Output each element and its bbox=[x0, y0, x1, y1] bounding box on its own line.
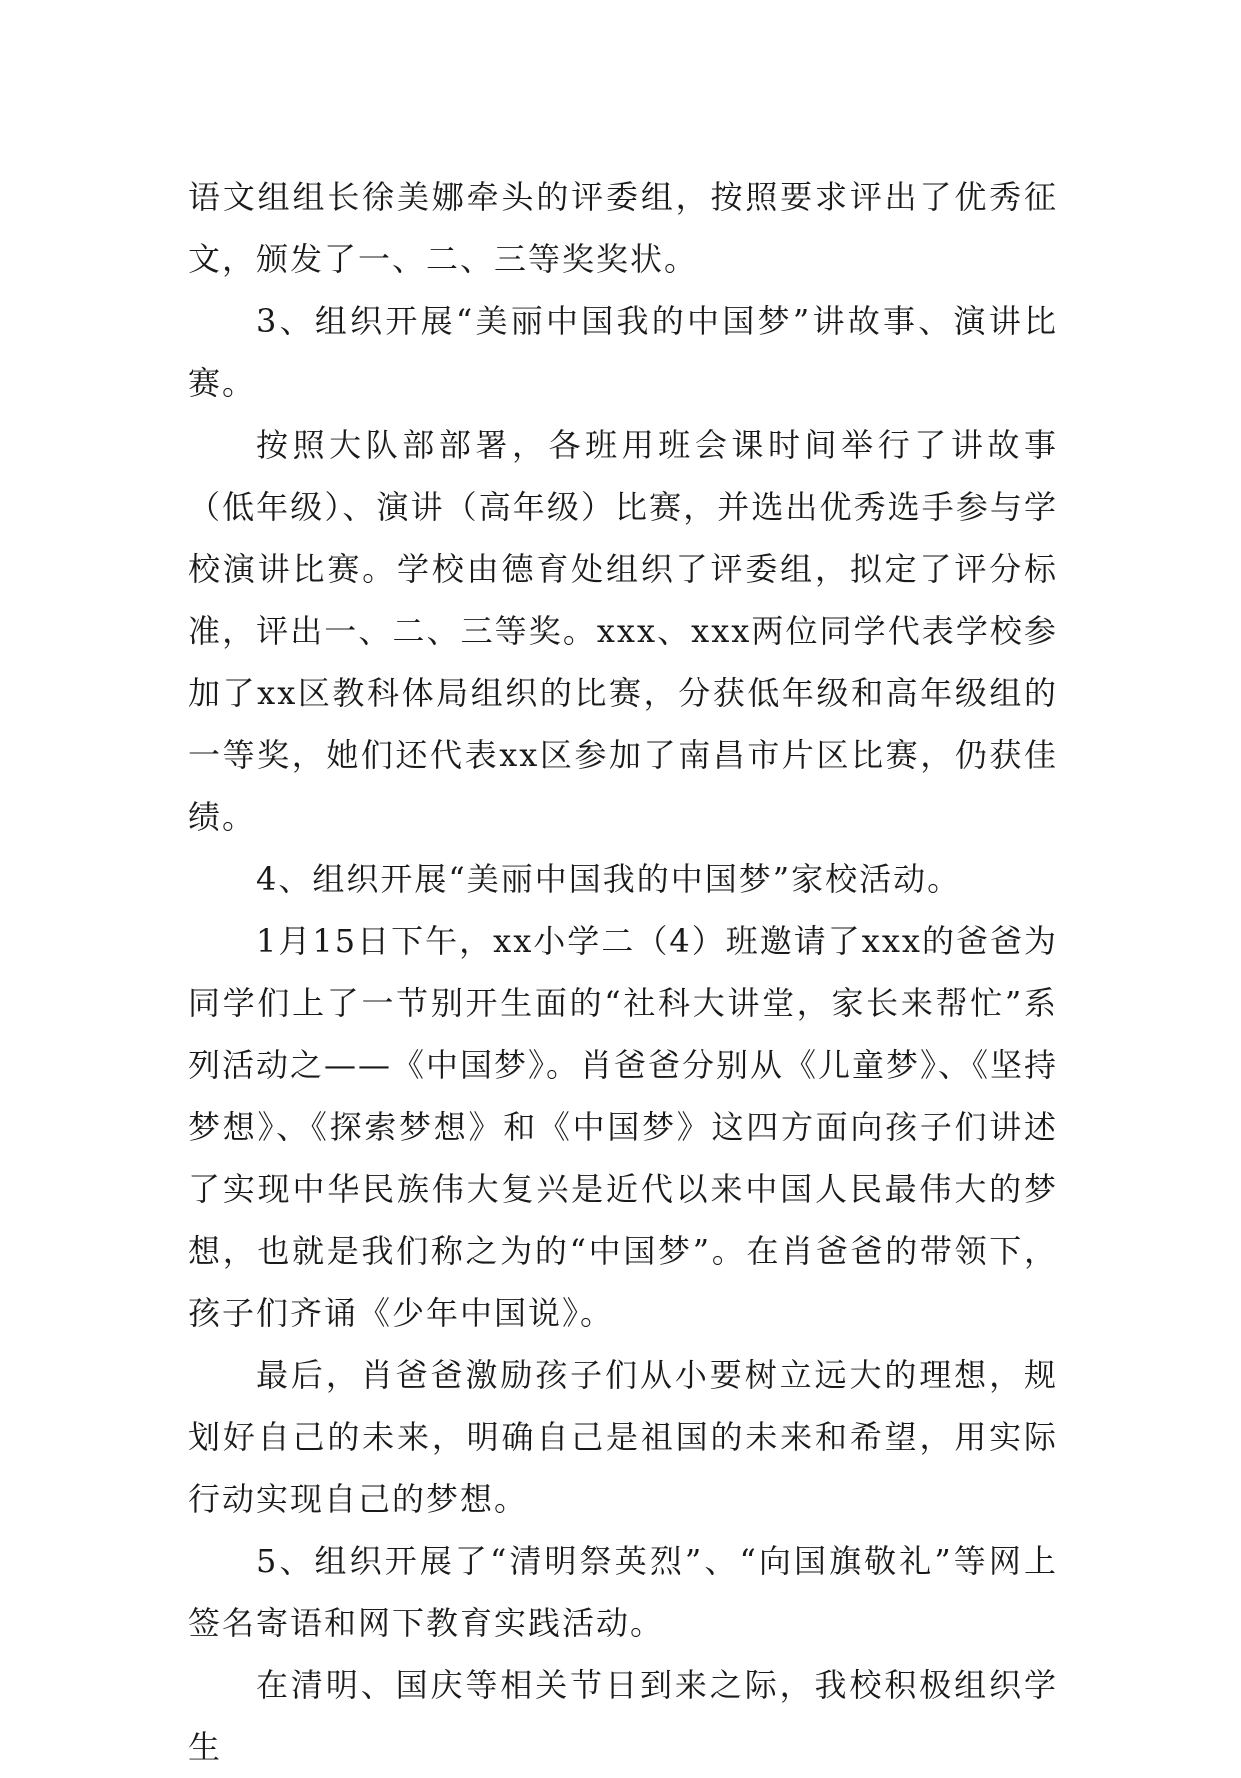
paragraph-storytelling-contest: 按照大队部部署，各班用班会课时间举行了讲故事（低年级）、演讲（高年级）比赛，并选出优秀选手参与学校演讲比赛。学校由德育处组织了评委组，拟定了评分标准，评出一、二、三等奖。xxx、xxx两位同学代表学校参加了xx区教科体局组织的比赛，分获低年级和高年级组的一等奖，她们还代表xx区参加了南昌市片区比赛，仍获佳绩。 bbox=[188, 426, 1058, 836]
heading-home-school-activity: 4、组织开展“美丽中国我的中国梦”家校活动。 bbox=[256, 860, 962, 898]
paragraph-essay-judging: 语文组组长徐美娜牵头的评委组，按照要求评出了优秀征文，颁发了一、二、三等奖奖状。 bbox=[188, 178, 1058, 278]
paragraph-encouragement: 最后，肖爸爸激励孩子们从小要树立远大的理想，规划好自己的未来，明确自己是祖国的未来和希望，用实际行动实现自己的梦想。 bbox=[188, 1356, 1058, 1518]
paragraph-home-school-activity: 1月15日下午，xx小学二（4）班邀请了xxx的爸爸为同学们上了一节别开生面的“社科大讲堂，家长来帮忙”系列活动之——《中国梦》。肖爸爸分别从《儿童梦》、《坚持梦想》、《探索梦想》和《中国梦》这四方面向孩子们讲述了实现中华民族伟大复兴是近代以来中国人民最伟大的梦想，也就是我们称之为的“中国梦”。在肖爸爸的带领下，孩子们齐诵《少年中国说》。 bbox=[188, 922, 1059, 1332]
document-body bbox=[188, 166, 1058, 1778]
paragraph-festival-activities: 在清明、国庆等相关节日到来之际，我校积极组织学生 bbox=[188, 1666, 1058, 1766]
heading-storytelling-contest: 3、组织开展“美丽中国我的中国梦”讲故事、演讲比赛。 bbox=[188, 302, 1058, 402]
heading-online-activities: 5、组织开展了“清明祭英烈”、“向国旗敬礼”等网上签名寄语和网下教育实践活动。 bbox=[188, 1542, 1058, 1642]
